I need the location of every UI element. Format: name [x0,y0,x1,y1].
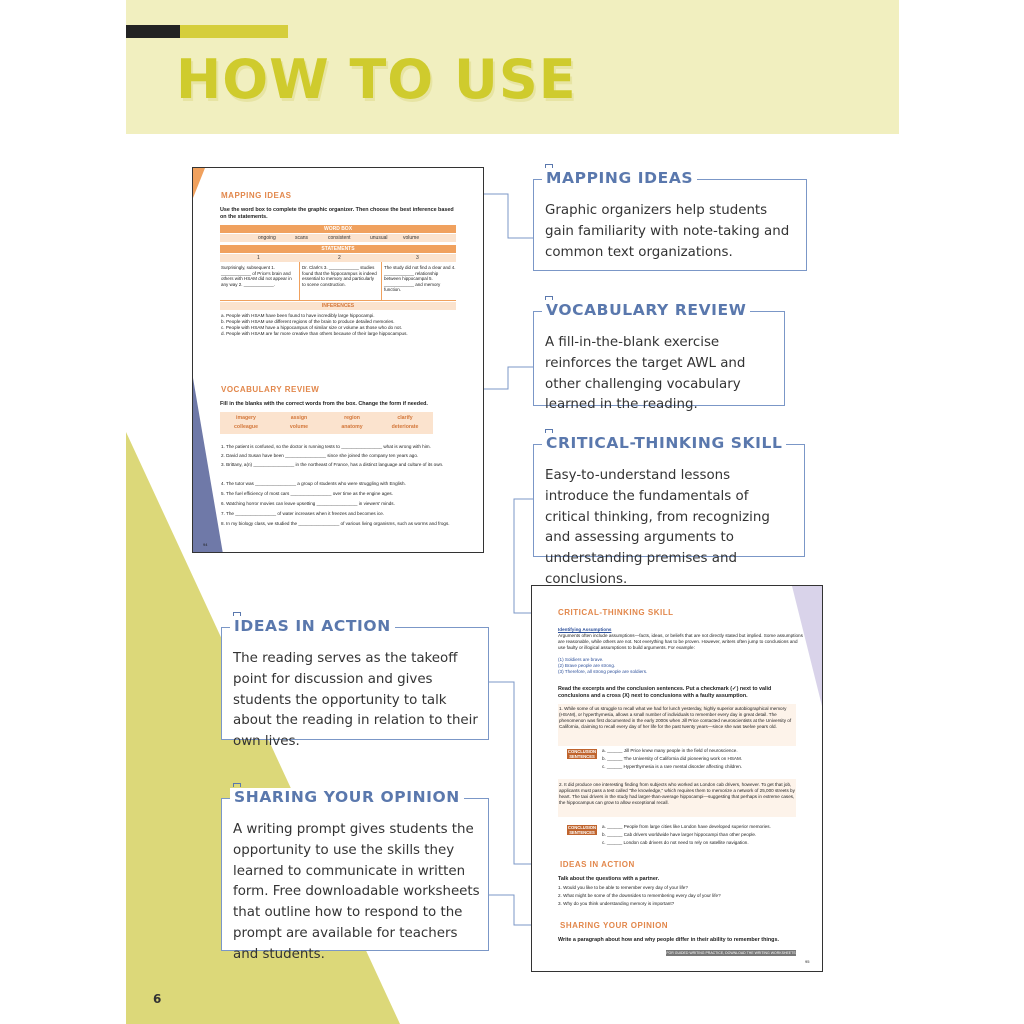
excerpt-text: 2. It did produce one interesting finding from subjects who worked as London cab drivers, however. To get that job, applicants must pass a test called "the knowledge," which requires them to memorize a network of 25,000 streets by heart. The taxi drivers in the study had larger-than-average hippocampi—suggesting that perhaps in extreme cases, the hippocampus can grow to allow exceptional recall. [559,782,795,805]
vocab-word: volume [289,424,309,430]
mini-ct-subheading: Identifying Assumptions [558,627,612,632]
word-box-word: volume [403,235,420,241]
callout-body: The reading serves as the takeoff point for discussion and gives students the opportunity to talk about the reading in relation to their own lives. [233,651,478,750]
mini-mapping-instructions: Use the word box to complete the graphic organizer. Then choose the best inference based on the statements. [220,207,454,220]
mini-page-number: 94 [203,542,208,547]
table-rule [220,300,456,301]
title-bracket-icon [545,164,553,168]
callout-title [542,434,786,452]
mini-ideas-heading: IDEAS IN ACTION [560,860,635,869]
vocab-item: 8. In my biology class, we studied the ________________ of various living organisms, such as worms and frogs. [221,521,450,526]
callout-title [230,788,464,806]
mini-ideas-question: 3. Why do you think understanding memory is important? [558,901,675,906]
table-divider [299,262,300,300]
vocab-word: clarify [397,415,413,421]
word-box-word: scans [295,235,309,241]
conclusion-item: c. ______ London cab drivers do not need to rely on satellite navigation. [602,840,749,845]
conclusion-item: b. ______ Cab drivers worldwide have larger hippocampi than other people. [602,832,757,837]
statements-label: STATEMENTS [220,245,456,253]
mini-opinion-heading: SHARING YOUR OPINION [560,921,669,930]
vocab-word-box [220,412,433,434]
vocab-word: anatomy [341,424,363,430]
callout-title-text: IDEAS IN ACTION [234,617,391,635]
vocab-item: 4. The tutor was ________________ a group of students who were struggling with English. [221,481,406,486]
callout-mapping-ideas [533,169,807,271]
vocab-word: region [344,415,360,421]
callout-critical-thinking [533,434,805,587]
vocab-item: 2. David and Susan have been ________________ since she joined the company ten years ago. [221,453,419,458]
title-bracket-icon [233,612,241,616]
vocab-item: 5. The fuel efficiency of most cars ________________ over time as the engine ages. [221,491,393,496]
mini-ideas-question: 2. What might be some of the downsides to remembering every day of your life? [558,893,721,898]
word-box-word: consistent [328,235,351,241]
mini-opinion-prompt: Write a paragraph about how and why people differ in their ability to remember things. [558,937,779,943]
callout-title-text: VOCABULARY REVIEW [546,301,747,319]
page-number: 6 [153,992,162,1006]
callout-body: Graphic organizers help students gain familiarity with note-taking and common text organizations. [545,203,790,260]
mini-ct-heading: CRITICAL-THINKING SKILL [558,608,674,617]
callout-vocabulary-review [533,301,785,413]
inference-item: b. People with HSAM use different regions of the brain to produce detailed memories. [221,319,395,324]
callout-ideas-in-action [221,617,489,750]
mini-vocab-instructions: Fill in the blanks with the correct words from the box. Change the form if needed. [220,401,428,407]
callout-body: A fill-in-the-blank exercise reinforces the target AWL and other challenging vocabulary learned in the reading. [545,335,746,413]
page-title: HOW TO USE [176,48,577,111]
conclusion-label: CONCLUSION SENTENCES [567,825,597,835]
vocab-word: colleague [234,424,258,430]
conclusion-item: b. ______ The University of California did pioneering work on HSAM. [602,756,743,761]
vocab-word: deteriorate [391,424,419,430]
callout-sharing-opinion [221,788,489,962]
mini-ct-instructions: Read the excerpts and the conclusion sentences. Put a checkmark (✓) next to valid conclusions and a cross (X) next to conclusions with a faulty assumption. [558,686,772,699]
callout-body: A writing prompt gives students the opportunity to use the skills they learned to communicate in written form. Free downloadable worksheets that outline how to respond to the prompt are available for teachers and students. [233,822,480,962]
callout-title [542,169,697,187]
mini-ct-example: (2) Brave people are strong. [558,663,616,668]
title-bracket-icon [545,429,553,433]
mini-ct-example: (1) Soldiers are brave. [558,657,604,662]
column-header: 3 [416,255,419,261]
callout-title-text: MAPPING IDEAS [546,169,694,187]
statement-cell: The study did not find a clear and 4. ____________ relationship between hippocampal 5. ____________ and memory function. [384,265,456,293]
table-divider [381,262,382,300]
word-box-word: unusual [370,235,388,241]
inference-item: c. People with HSAM have a hippocampus of similar size or volume as those who do not. [221,325,403,330]
inferences-label: INFERENCES [220,302,456,310]
callout-body: Easy-to-understand lessons introduce the fundamentals of critical thinking, from recognizing and assessing arguments to understanding premises and conclusions. [545,468,770,587]
mini-ideas-instructions: Talk about the questions with a partner. [558,876,660,882]
word-box-word: ongoing [258,235,276,241]
callout-title-text: SHARING YOUR OPINION [234,788,460,806]
conclusion-label: CONCLUSION SENTENCES [567,749,597,759]
mini-page-number: 95 [805,959,810,964]
mini-page-side-stripe [193,378,223,553]
vocab-item: 3. Brittany, a(n) ________________ in the northeast of France, has a distinct language and culture of its own. [221,462,444,467]
statement-cell: Dr. Clark's 3. ____________ studies found that the hippocampus is indeed essential to memory and particularly to scene construction. [302,265,377,287]
inference-item: d. People with HSAM are far more creative than others because of their large hippocampus. [221,331,408,336]
title-bracket-icon [233,783,241,787]
mini-page-left [192,167,484,553]
mini-ct-text: Arguments often include assumptions—facts, ideas, or beliefs that are not directly stated but implied. Some assumptions are reasonable, while others are not. Not everything has to be proven. However, writers often jump to conclusions and use faulty or illogical assumptions to build arguments. For example: [558,633,803,650]
mini-page-corner-tab [193,168,205,198]
mini-ct-example: (3) Therefore, all strong people are soldiers. [558,669,648,674]
mini-ideas-question: 1. Would you like to be able to remember every day of your life? [558,885,688,890]
vocab-item: 1. The patient is confused, so the doctor is running tests to ________________ what is wrong with him. [221,444,431,449]
mini-page-right [531,585,823,972]
inference-item: a. People with HSAM have been found to have incredibly large hippocampi. [221,313,375,318]
excerpt-text: 1. While some of us struggle to recall what we had for lunch yesterday, highly superior autobiographical memory (HSAM), or hyperthymesia, allows a small number of individuals to remember every day in great detail. The phenomenon was first documented in the early 2000s when Jill Price contacted neuroscientists at the University of California, claiming to recall every day of her life for the past twenty years—since she was twelve years old. [559,706,792,729]
callout-title [230,617,395,635]
conclusion-item: c. ______ Hyperthymesia is a rare mental disorder affecting children. [602,764,743,769]
vocab-item: 7. The ________________ of water increases when it freezes and becomes ice. [221,511,385,516]
vocab-item: 6. Watching horror movies can leave upsetting ________________ in viewers' minds. [221,501,395,506]
callout-title [542,301,750,319]
word-box-row [220,234,456,242]
callout-title-text: CRITICAL-THINKING SKILL [546,434,783,452]
conclusion-item: a. ______ Jill Price knew many people in the field of neuroscience. [602,748,738,753]
word-box-label: WORD BOX [220,225,456,233]
statement-cell: Surprisingly, subsequent 1. ____________ of Price's brain and others with HSAM did not appear in any way 2. ____________. [221,265,292,287]
mini-footer-banner: FOR GUIDED WRITING PRACTICE, DOWNLOAD THE WRITING WORKSHEETS [666,951,796,955]
vocab-word: imagery [236,415,256,421]
title-bracket-icon [545,296,553,300]
column-header: 1 [257,255,260,261]
mini-vocab-heading: VOCABULARY REVIEW [221,385,320,394]
conclusion-item: a. ______ People from large cities like London have developed superior memories. [602,824,771,829]
column-header-row [220,254,456,262]
vocab-word: assign [290,415,308,421]
column-header: 2 [338,255,341,261]
mini-mapping-heading: MAPPING IDEAS [221,191,292,200]
